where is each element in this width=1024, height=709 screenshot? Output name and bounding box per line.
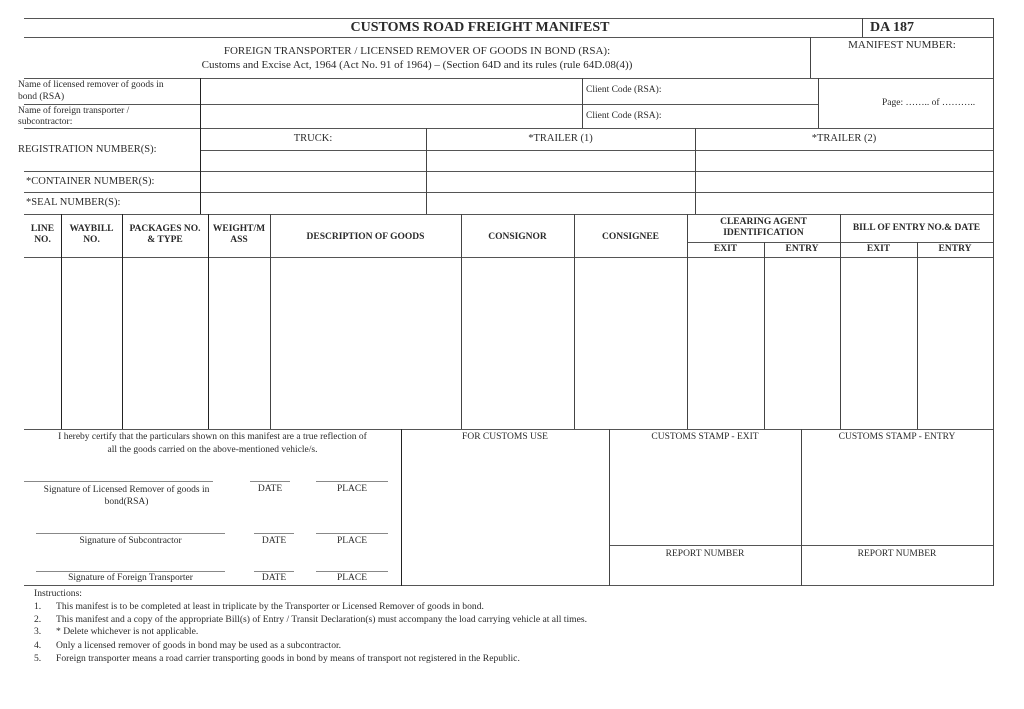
place-label: PLACE — [336, 573, 368, 583]
instruction-text: Foreign transporter means a road carrier transporting goods in bond by means of transport not registered in the Republic. — [56, 653, 520, 664]
for-customs-use-box[interactable] — [403, 446, 607, 584]
col-header-text: NO. — [34, 235, 51, 245]
place-label: PLACE — [336, 484, 368, 494]
col-header-clearing-exit: EXIT — [713, 244, 738, 254]
col-header-text: ASS — [230, 235, 248, 245]
col-header-weight — [208, 224, 270, 246]
instruction-number: 3. — [34, 626, 42, 637]
col-header-clearing-entry: ENTRY — [785, 244, 819, 254]
truck-label: TRUCK: — [293, 133, 333, 144]
seal-number-label: *SEAL NUMBER(S): — [26, 197, 121, 208]
bill-entry-cell[interactable] — [920, 260, 995, 430]
consignor-cell[interactable] — [464, 260, 576, 430]
licensed-remover-name-input[interactable] — [203, 80, 583, 104]
manifest-number-label: MANIFEST NUMBER: — [848, 39, 956, 51]
page-number-label: Page: …….. of ……….. — [882, 98, 976, 108]
foreign-transporter-label: subcontractor: — [18, 117, 73, 127]
instruction-number: 4. — [34, 640, 42, 651]
instruction-item — [34, 601, 484, 612]
col-header-clearing-agent — [687, 217, 840, 239]
client-code-transporter-input[interactable] — [680, 106, 818, 128]
col-header-text: CLEARING AGENT — [720, 217, 807, 227]
report-number-entry-label: REPORT NUMBER — [857, 549, 937, 559]
place-label: PLACE — [336, 536, 368, 546]
customs-stamp-entry-label: CUSTOMS STAMP - ENTRY — [838, 432, 956, 442]
col-header-text: PACKAGES NO. — [129, 224, 201, 234]
col-header-waybill — [61, 224, 122, 246]
report-number-entry-input[interactable] — [804, 563, 994, 585]
packages-cell[interactable] — [125, 260, 210, 430]
consignee-cell[interactable] — [577, 260, 689, 430]
form-code: DA 187 — [870, 20, 914, 35]
col-header-text: WAYBILL — [69, 224, 114, 234]
instruction-item — [34, 614, 587, 625]
instruction-number: 1. — [34, 601, 42, 612]
trailer1-label: *TRAILER (1) — [528, 133, 593, 144]
weight-cell[interactable] — [211, 260, 272, 430]
certification-statement: I hereby certify that the particulars shown on this manifest are a true reflection of — [58, 432, 367, 442]
divider — [200, 78, 201, 214]
divider — [609, 429, 610, 586]
divider — [24, 257, 994, 258]
certification-statement: all the goods carried on the above-mentioned vehicle/s. — [107, 445, 318, 455]
date-label: DATE — [257, 484, 283, 494]
form-legal-reference: Customs and Excise Act, 1964 (Act No. 91 of 1964) – (Section 64D and its rules (rule 64D.08(4)) — [201, 59, 633, 71]
date-line[interactable] — [250, 481, 290, 482]
bill-exit-cell[interactable] — [843, 260, 919, 430]
col-header-text: & TYPE — [147, 235, 183, 245]
divider — [818, 78, 819, 128]
trailer2-registration-input[interactable] — [698, 152, 994, 172]
licensed-remover-label: bond (RSA) — [18, 92, 65, 102]
manifest-number-input[interactable] — [814, 55, 994, 77]
container-number-label: *CONTAINER NUMBER(S): — [26, 176, 155, 187]
licensed-remover-label: Name of licensed remover of goods in — [18, 80, 164, 90]
foreign-transporter-label: Name of foreign transporter / — [18, 106, 130, 116]
signature-line[interactable] — [24, 481, 213, 482]
subcontractor-signature-label: Signature of Subcontractor — [79, 536, 182, 546]
instruction-text: Only a licensed remover of goods in bond may be used as a subcontractor. — [56, 640, 342, 651]
client-code-label: Client Code (RSA): — [586, 85, 662, 95]
registration-number-label: REGISTRATION NUMBER(S): — [18, 144, 157, 155]
signature-label-text: Signature of Licensed Remover of goods in — [43, 485, 210, 495]
trailer2-container-input[interactable] — [698, 173, 994, 193]
date-line[interactable] — [254, 571, 294, 572]
divider — [862, 18, 863, 37]
place-line[interactable] — [316, 571, 388, 572]
col-header-bill-exit: EXIT — [866, 244, 891, 254]
col-header-text: WEIGHT/M — [212, 224, 266, 234]
signature-label-text: bond(RSA) — [104, 497, 149, 507]
customs-stamp-exit-label: CUSTOMS STAMP - EXIT — [651, 432, 759, 442]
date-label: DATE — [261, 536, 287, 546]
trailer1-container-input[interactable] — [429, 173, 696, 193]
divider — [24, 128, 994, 129]
waybill-cell[interactable] — [64, 260, 124, 430]
truck-registration-input[interactable] — [203, 152, 427, 172]
clearing-entry-cell[interactable] — [767, 260, 842, 430]
foreign-transporter-name-input[interactable] — [203, 106, 583, 128]
instructions-heading: Instructions: — [34, 588, 82, 599]
for-customs-use-label: FOR CUSTOMS USE — [462, 432, 548, 442]
divider — [401, 429, 402, 586]
customs-stamp-exit-box[interactable] — [611, 446, 799, 544]
truck-seal-input[interactable] — [203, 194, 427, 214]
client-code-label: Client Code (RSA): — [586, 111, 662, 121]
report-number-exit-input[interactable] — [612, 563, 802, 585]
signature-line[interactable] — [36, 571, 225, 572]
col-header-consignor: CONSIGNOR — [488, 232, 547, 242]
signature-line[interactable] — [36, 533, 225, 534]
trailer2-seal-input[interactable] — [698, 194, 994, 214]
trailer1-seal-input[interactable] — [429, 194, 696, 214]
col-header-text: LINE — [30, 224, 55, 234]
report-number-exit-label: REPORT NUMBER — [665, 549, 745, 559]
date-label: DATE — [261, 573, 287, 583]
divider — [24, 585, 994, 586]
instruction-text: * Delete whichever is not applicable. — [56, 626, 199, 637]
col-header-bill-of-entry: BILL OF ENTRY NO.& DATE — [852, 223, 981, 233]
instruction-item — [34, 626, 198, 637]
divider — [24, 214, 994, 215]
col-header-packages — [122, 224, 208, 246]
clearing-exit-cell[interactable] — [690, 260, 766, 430]
foreign-transporter-signature-label: Signature of Foreign Transporter — [68, 573, 193, 583]
trailer1-registration-input[interactable] — [429, 152, 696, 172]
divider — [24, 18, 994, 19]
instruction-number: 2. — [34, 614, 42, 625]
col-header-line-no — [24, 224, 61, 246]
trailer2-label: *TRAILER (2) — [811, 133, 877, 144]
date-line[interactable] — [254, 533, 294, 534]
instruction-item — [34, 640, 341, 651]
client-code-remover-input[interactable] — [680, 81, 818, 103]
instruction-item — [34, 653, 520, 664]
col-header-consignee: CONSIGNEE — [601, 232, 659, 242]
instruction-text: This manifest is to be completed at least in triplicate by the Transporter or Licensed Remover of goods in bond. — [56, 601, 484, 612]
truck-container-input[interactable] — [203, 173, 427, 193]
form-title: CUSTOMS ROAD FREIGHT MANIFEST — [350, 20, 610, 35]
col-header-description: DESCRIPTION OF GOODS — [306, 232, 425, 242]
place-line[interactable] — [316, 533, 388, 534]
customs-stamp-entry-box[interactable] — [803, 446, 991, 544]
divider — [24, 78, 994, 79]
col-header-text: NO. — [83, 235, 100, 245]
col-header-text: IDENTIFICATION — [723, 228, 804, 238]
line-no-cell[interactable] — [26, 260, 63, 430]
divider — [200, 150, 994, 151]
col-header-bill-entry: ENTRY — [938, 244, 972, 254]
divider — [24, 37, 994, 38]
place-line[interactable] — [316, 481, 388, 482]
divider — [24, 104, 819, 105]
licensed-remover-signature-label — [24, 484, 229, 508]
form-subtitle: FOREIGN TRANSPORTER / LICENSED REMOVER OF GOODS IN BOND (RSA): — [223, 45, 611, 57]
instruction-number: 5. — [34, 653, 42, 664]
description-cell[interactable] — [273, 260, 463, 430]
instruction-text: This manifest and a copy of the appropriate Bill(s) of Entry / Transit Declaration(s) must accompany the load carrying vehicle at all times. — [56, 614, 587, 625]
